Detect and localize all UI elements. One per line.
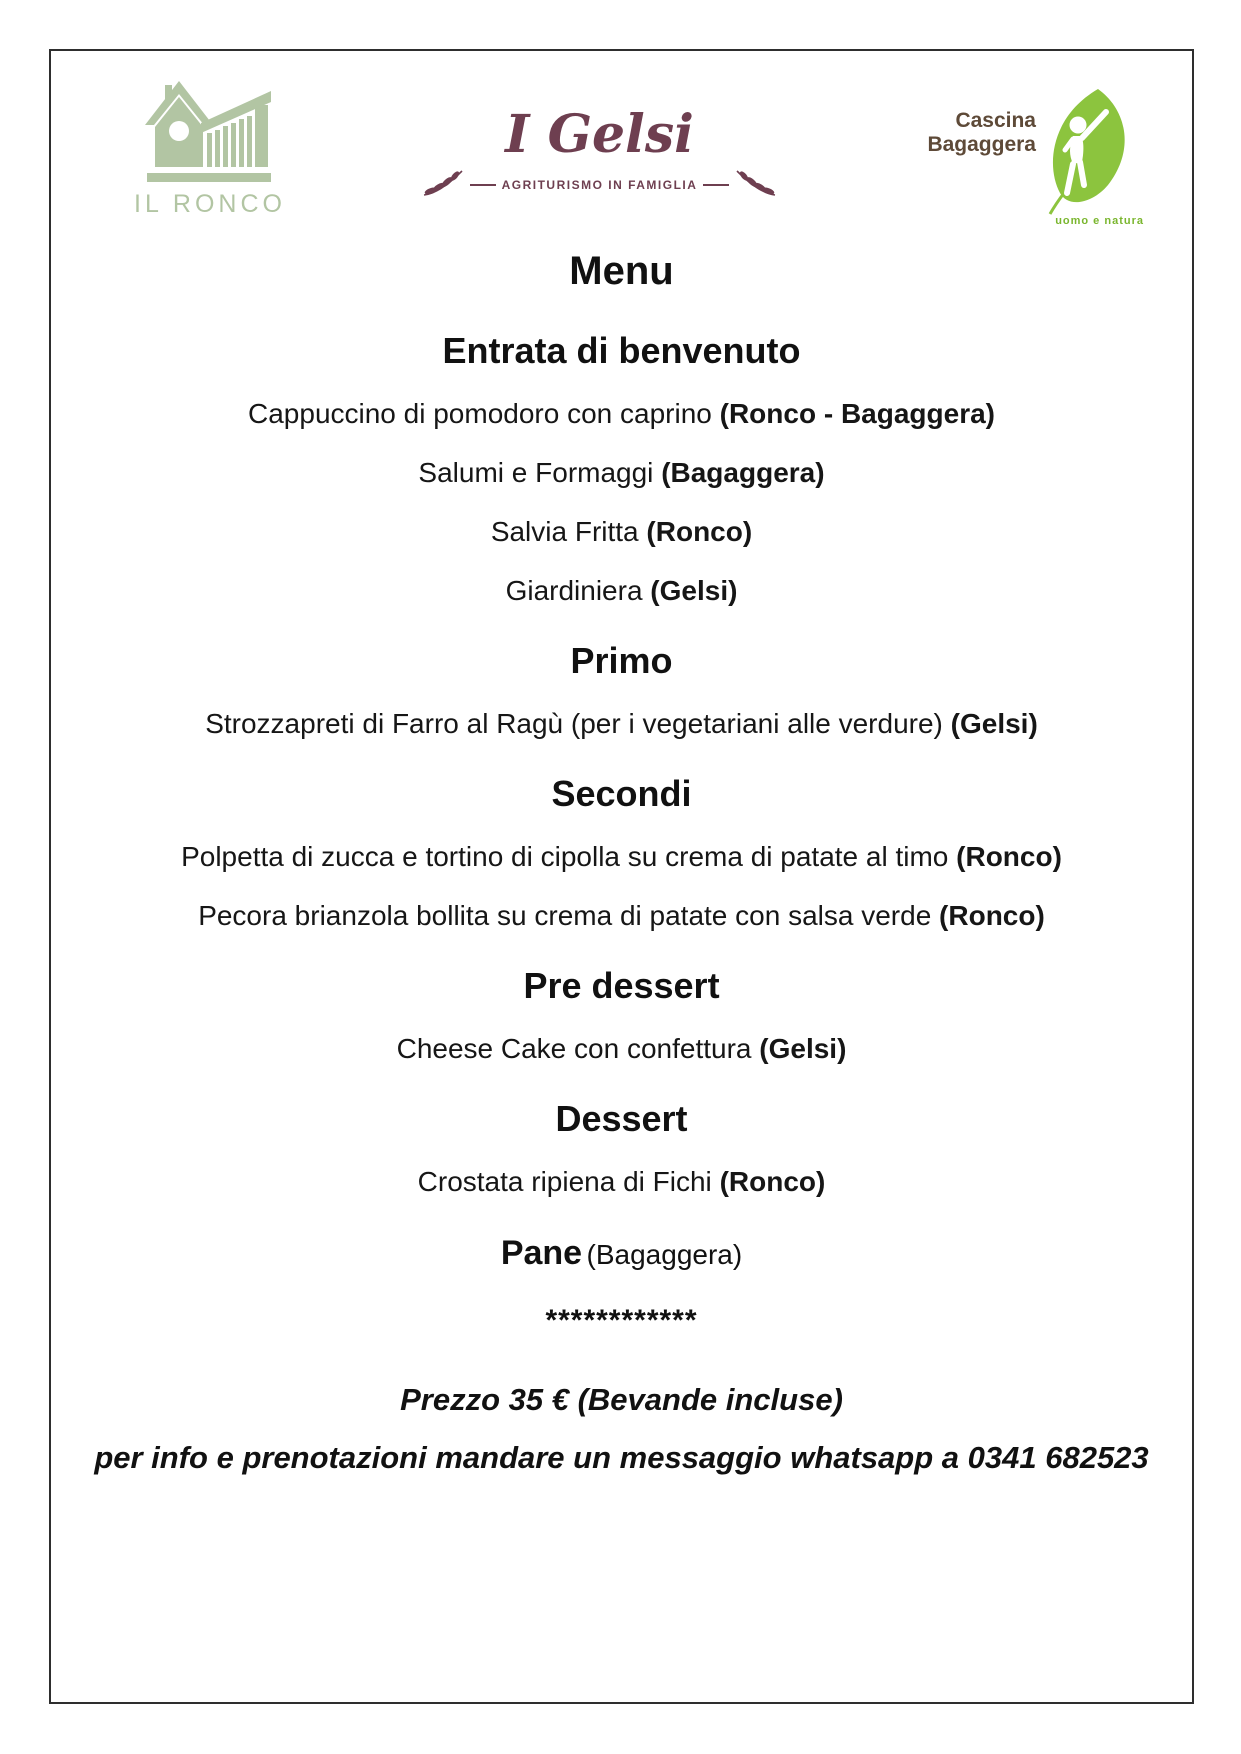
dish-source: (Bagaggera)	[661, 457, 825, 488]
il-ronco-label: IL RONCO	[134, 190, 286, 218]
dish-item	[51, 1168, 1192, 1196]
i-gelsi-script-label: I Gelsi	[505, 104, 694, 165]
price-line: Prezzo 35 € (Bevande incluse)	[400, 1382, 843, 1417]
dish-source: (Gelsi)	[650, 575, 738, 606]
dish-name: Cappuccino di pomodoro con caprino	[248, 398, 712, 429]
dish-source: (Ronco)	[719, 1166, 826, 1197]
dish-name: Crostata ripiena di Fichi	[417, 1166, 712, 1197]
dish-item	[51, 400, 1192, 428]
dish-name: Cheese Cake con confettura	[396, 1033, 752, 1064]
logos-header	[51, 51, 1192, 241]
dish-name: Salvia Fritta	[490, 516, 639, 547]
dish-name: Polpetta di zucca e tortino di cipolla su crema di patate al timo	[181, 841, 949, 872]
dish-source: (Ronco)	[939, 900, 1045, 931]
dish-source: (Gelsi)	[759, 1033, 847, 1064]
cascina-bagaggera-line1: Cascina	[955, 109, 1036, 132]
i-gelsi-tagline: AGRITURISMO IN FAMIGLIA	[501, 177, 698, 192]
dish-source: (Ronco - Bagaggera)	[719, 398, 995, 429]
dish-item	[51, 518, 1192, 546]
dish-source: (Ronco)	[646, 516, 753, 547]
menu-title: Menu	[569, 249, 674, 293]
section-heading-secondi: Secondi	[551, 773, 692, 814]
dish-name: Pecora brianzola bollita su crema di patate con salsa verde	[198, 900, 932, 931]
cascina-bagaggera-logo	[894, 81, 1144, 241]
cascina-bagaggera-tagline: uomo e natura	[1055, 215, 1144, 227]
dish-item	[51, 902, 1192, 930]
farmhouse-icon	[145, 170, 275, 187]
il-ronco-logo	[115, 81, 305, 219]
dish-name: Salumi e Formaggi	[418, 457, 654, 488]
dish-source: (Ronco)	[956, 841, 1062, 872]
i-gelsi-logo	[422, 81, 778, 202]
cascina-bagaggera-label	[927, 109, 1036, 157]
pane-label: Pane	[500, 1234, 583, 1272]
dish-item	[51, 459, 1192, 487]
dish-item	[51, 843, 1192, 871]
i-gelsi-tagline-row	[422, 167, 778, 202]
section-heading-primo: Primo	[570, 640, 673, 681]
dish-source: (Gelsi)	[950, 708, 1038, 739]
dish-name: Strozzapreti di Farro al Ragù (per i vegetariani alle verdure)	[205, 708, 943, 739]
tagline-dash-right	[703, 184, 729, 186]
dish-item	[51, 710, 1192, 738]
pane-line	[51, 1236, 1192, 1270]
laurel-branch-left-icon	[422, 167, 464, 202]
cascina-bagaggera-line2: Bagaggera	[927, 133, 1036, 157]
section-heading-entrata: Entrata di benvenuto	[442, 330, 801, 371]
reservation-info-line: per info e prenotazioni mandare un messaggio whatsapp a 0341 682523	[94, 1440, 1149, 1475]
pane-source: (Bagaggera)	[586, 1239, 743, 1270]
menu-content	[51, 251, 1192, 1473]
dish-item	[51, 1035, 1192, 1063]
dish-item	[51, 577, 1192, 605]
laurel-branch-right-icon	[735, 167, 777, 202]
leaf-person-icon	[1042, 87, 1134, 220]
asterisk-separator: ************	[545, 1304, 698, 1337]
section-heading-dessert: Dessert	[555, 1098, 688, 1139]
tagline-dash-left	[470, 184, 496, 186]
dish-name: Giardiniera	[505, 575, 643, 606]
page-border	[49, 49, 1194, 1704]
section-heading-pre-dessert: Pre dessert	[523, 965, 720, 1006]
